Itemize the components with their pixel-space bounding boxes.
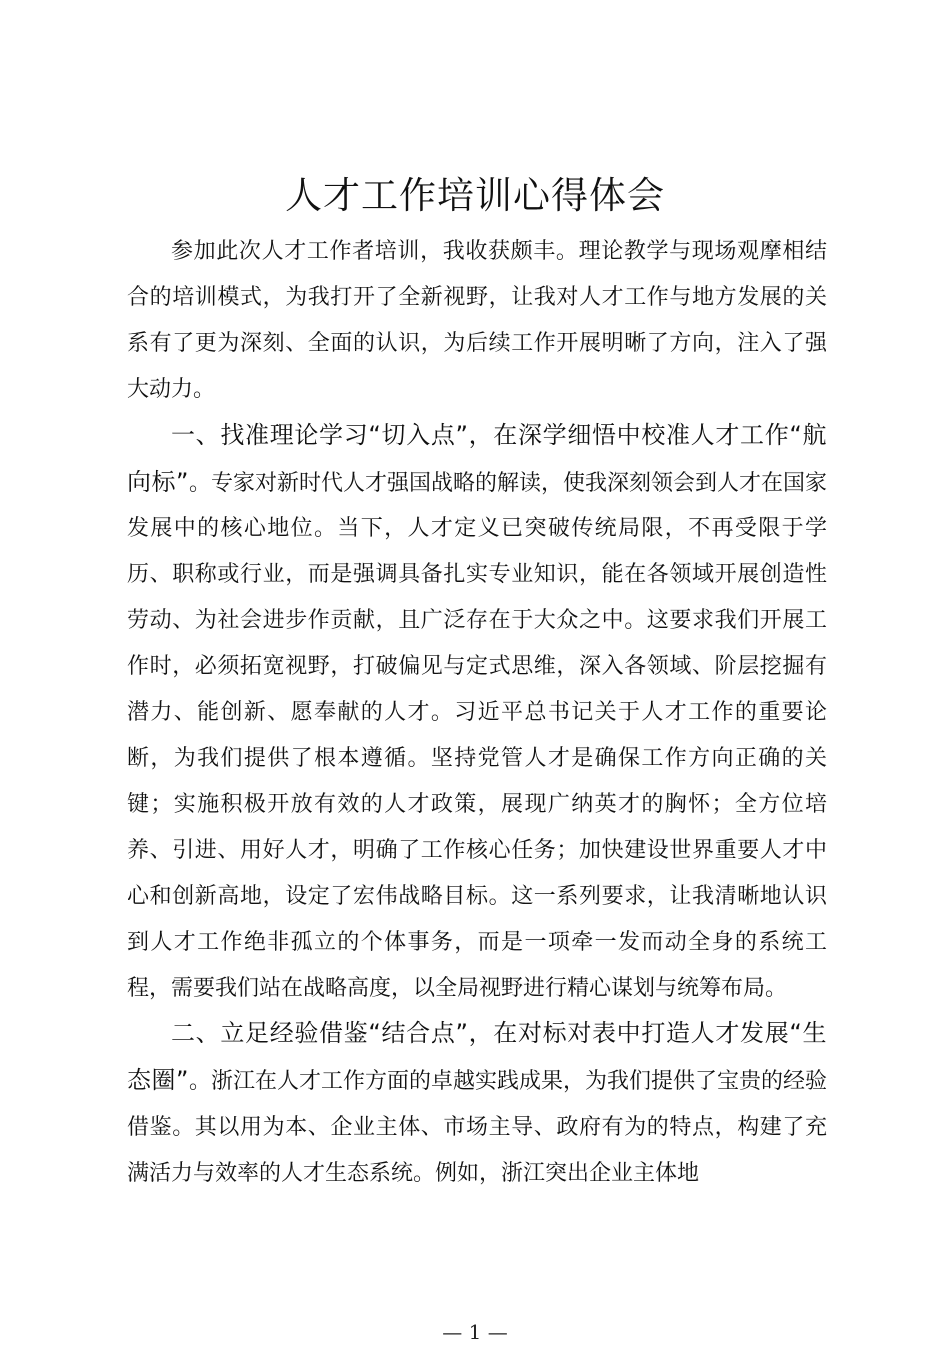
section-two-heading: 二、立足经验借鉴“结合点”，在对标对表中打造人才发展“生态圈” xyxy=(127,1019,827,1095)
document-body xyxy=(127,229,827,1197)
section-one-heading: 一、找准理论学习“切入点”，在深学细悟中校准人才工作“航向标” xyxy=(127,420,827,496)
intro-paragraph: 参加此次人才工作者培训，我收获颇丰。理论教学与现场观摩相结合的培训模式，为我打开了全新视野，让我对人才工作与地方发展的关系有了更为深刻、全面的认识，为后续工作开展明晰了方向，注入了强大动力。 xyxy=(127,239,827,402)
page-number: — 1 — xyxy=(442,1320,508,1344)
section-two-paragraph xyxy=(127,1011,827,1197)
section-one-text: 。专家对新时代人才强国战略的解读，使我深刻领会到人才在国家发展中的核心地位。当下，人才定义已突破传统局限，不再受限于学历、职称或行业，而是强调具备扎实专业知识，能在各领域开展创造性劳动、为社会进步作贡献，且广泛存在于大众之中。这要求我们开展工作时，必须拓宽视野，打破偏见与定式思维，深入各领域、阶层挖掘有潜力、能创新、愿奉献的人才。习近平总书记关于人才工作的重要论断，为我们提供了根本遵循。坚持党管人才是确保工作方向正确的关键；实施积极开放有效的人才政策，展现广纳英才的胸怀；全方位培养、引进、用好人才，明确了工作核心任务；加快建设世界重要人才中心和创新高地，设定了宏伟战略目标。这一系列要求，让我清晰地认识到人才工作绝非孤立的个体事务，而是一项牵一发而动全身的系统工程，需要我们站在战略高度，以全局视野进行精心谋划与统筹布局。 xyxy=(127,470,827,1001)
page-title: 人才工作培训心得体会 xyxy=(285,174,665,217)
section-one-paragraph xyxy=(127,413,827,1012)
section-two-text: 。浙江在人才工作方面的卓越实践成果，为我们提供了宝贵的经验借鉴。其以用为本、企业主体、市场主导、政府有为的特点，构建了充满活力与效率的人才生态系统。例如，浙江突出企业主体地 xyxy=(127,1069,827,1187)
